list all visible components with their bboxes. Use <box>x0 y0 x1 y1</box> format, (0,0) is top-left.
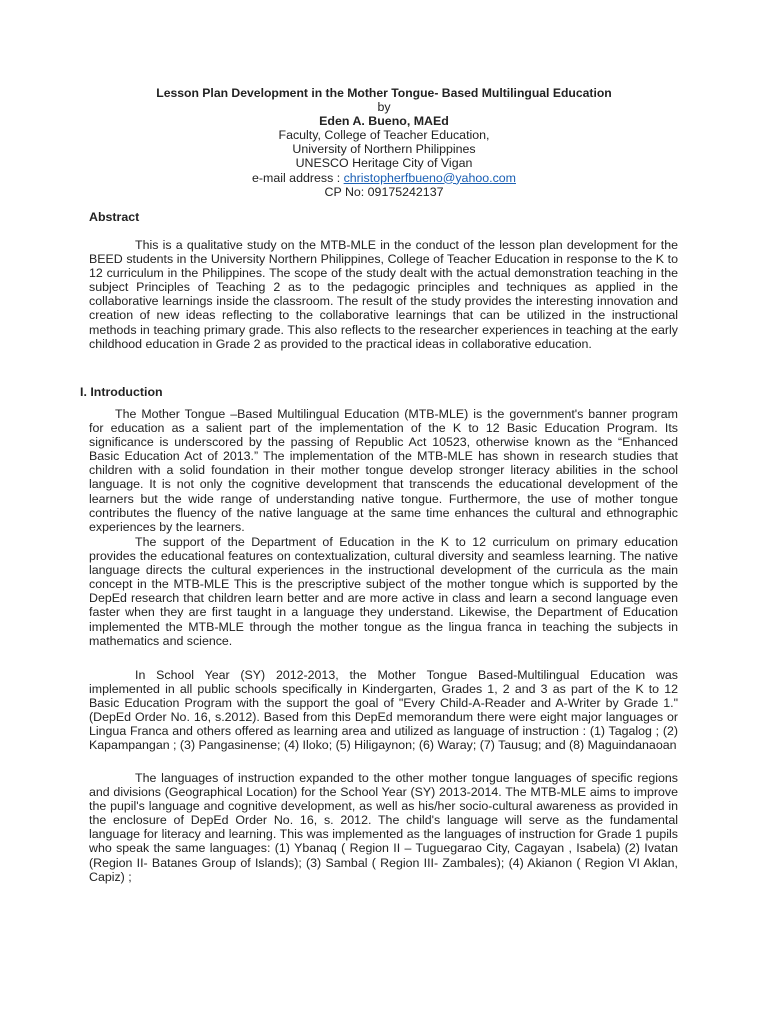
author-name: Eden A. Bueno, MAEd <box>319 114 449 129</box>
intro-paragraph-3: In School Year (SY) 2012-2013, the Mother Tongue Based-Multilingual Education was implemented in all public schools specifically in Kindergarten, Grades 1, 2 and 3 as part of the K to 12 Basic Education Program with the support the goal of "Every Child-A-Reader and A-Writer by Grade 1." (DepEd Order No. 16, s.2012). Based from this DepEd memorandum there were eight major languages or Lingua Franca and others offered as learning area and utilized as language of instruction : (1) Tagalog ; (2) Kapampangan ; (3) Pangasinense; (4) Iloko; (5) Hiligaynon; (6) Waray; (7) Tausug; and (8) Maguindanaoan <box>89 668 678 753</box>
introduction-heading: I. Introduction <box>80 385 163 399</box>
abstract-paragraph: This is a qualitative study on the MTB-MLE in the conduct of the lesson plan development for the BEED students in the University Northern Philippines, College of Teacher Education in response to the K to 12 curriculum in the Philippines. The scope of the study dealt with the actual demonstration teaching in the subject Principles of Teaching 2 as to the pedagogic principles and techniques as applied in the collaborative learnings inside the classroom. The result of the study provides the interesting innovation and creation of new ideas reflecting to the collaborative learnings that can be utilized in the instructional methods in teaching primary grade. This also reflects to the researcher experiences in teaching at the early childhood education in Grade 2 as provided to the practical ideas in collaborative education. <box>89 238 678 351</box>
email-line <box>80 171 688 185</box>
affiliation-line-2: University of Northern Philippines <box>292 142 476 157</box>
phone-line: CP No: 09175242137 <box>324 184 444 199</box>
email-label: e-mail address : <box>252 170 344 185</box>
intro-paragraph-2: The support of the Department of Education in the K to 12 curriculum on primary education provides the educational features on contextualization, cultural diversity and seamless learning. The native language directs the cultural experiences in the instructional development of the curricula as the main concept in the MTB-MLE This is the prescriptive subject of the mother tongue which is supported by the DepEd research that children learn better and are more active in class and learn a second language even faster when they are first taught in a language they understand. Likewise, the Department of Education implemented the MTB-MLE through the mother tongue as the lingua franca in teaching the subjects in mathematics and science. <box>89 535 678 648</box>
paper-title: Lesson Plan Development in the Mother Tongue- Based Multilingual Education <box>156 86 612 100</box>
affiliation-line-1: Faculty, College of Teacher Education, <box>278 128 490 143</box>
intro-paragraph-4: The languages of instruction expanded to the other mother tongue languages of specific regions and divisions (Geographical Location) for the School Year (SY) 2013-2014. The MTB-MLE aims to improve the pupil's language and cognitive development, as well as his/her socio-cultural awareness as provided in the enclosure of DepEd Order No. 16, s. 2012. The child's language will serve as the fundamental language for literacy and learning. This was implemented as the languages of instruction for Grade 1 pupils who speak the same languages: (1) Ybanaq ( Region II – Tuguegarao City, Cagayan , Isabela) (2) Ivatan (Region II- Batanes Group of Islands); (3) Sambal ( Region III- Zambales); (4) Akianon ( Region VI Aklan, Capiz) ; <box>89 771 678 884</box>
affiliation-line-3: UNESCO Heritage City of Vigan <box>295 156 473 171</box>
abstract-heading: Abstract <box>89 210 140 224</box>
by-line: by <box>377 100 391 115</box>
intro-paragraph-1: The Mother Tongue –Based Multilingual Education (MTB-MLE) is the government's banner program for education as a salient part of the implementation of the K to 12 Basic Education Program. Its significance is underscored by the passing of Republic Act 10523, otherwise known as the “Enhanced Basic Education Act of 2013.” The implementation of the MTB-MLE has shown in research studies that children with a solid foundation in their mother tongue develop stronger literacy abilities in the school language. It is not only the cognitive development that transcends the educational development of the learners but the wide range of understanding native tongue. Furthermore, the use of mother tongue contributes the fluency of the native language at the same time enhances the cultural and ethnographic experiences by the learners. <box>89 407 678 534</box>
email-link[interactable]: christopherfbueno@yahoo.com <box>343 170 516 185</box>
paper-header <box>80 86 688 199</box>
